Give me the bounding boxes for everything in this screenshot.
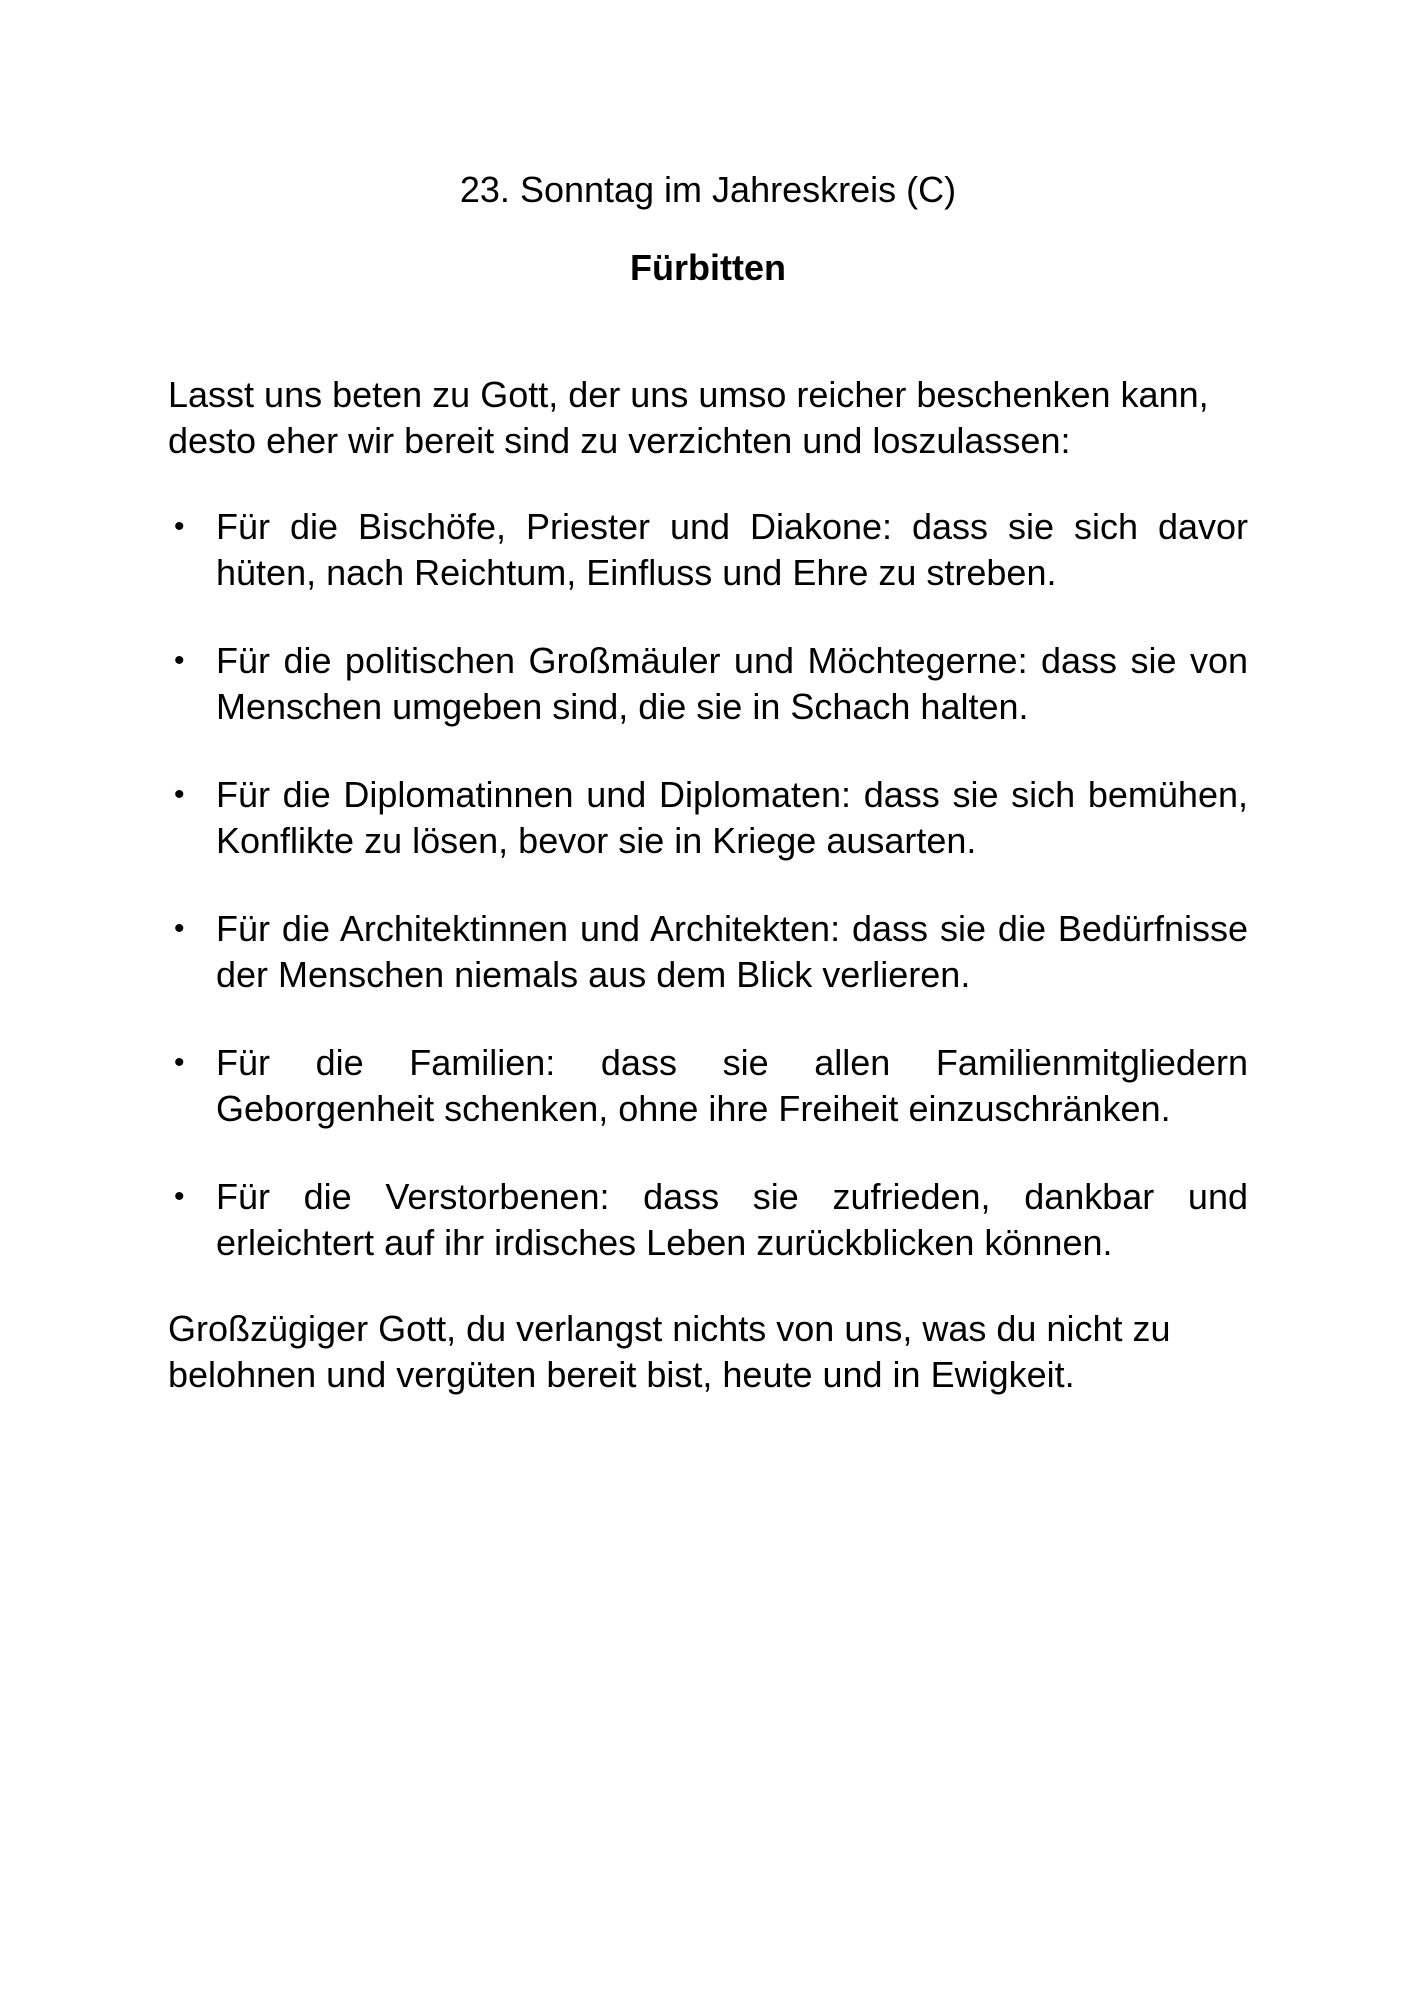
- bullet-icon: •: [174, 778, 185, 811]
- document-page: [168, 168, 1248, 1398]
- petition-text: Für die Bischöfe, Priester und Diakone: dass sie sich davor hüten, nach Reichtum, Einfluss und Ehre zu streben.: [216, 506, 1248, 593]
- petition-text: Für die Familien: dass sie allen Familienmitgliedern Geborgenheit schenken, ohne ihre Freiheit einzuschränken.: [216, 1042, 1248, 1129]
- intro-paragraph: Lasst uns beten zu Gott, der uns umso reicher beschenken kann, desto eher wir bereit sind zu verzichten und loszulassen:: [168, 374, 1209, 461]
- petition-item: [168, 772, 1248, 864]
- bullet-icon: •: [174, 1180, 185, 1213]
- petition-item: [168, 1040, 1248, 1132]
- bullet-icon: •: [174, 644, 185, 677]
- petition-item: [168, 504, 1248, 596]
- document-subtitle: 23. Sonntag im Jahreskreis (C): [459, 169, 957, 210]
- petition-item: [168, 906, 1248, 998]
- bullet-icon: •: [174, 510, 185, 543]
- closing-paragraph: Großzügiger Gott, du verlangst nichts von uns, was du nicht zu belohnen und vergüten bereit bist, heute und in Ewigkeit.: [168, 1308, 1171, 1395]
- petition-item: [168, 1174, 1248, 1266]
- petition-text: Für die Diplomatinnen und Diplomaten: dass sie sich bemühen, Konflikte zu lösen, bevor sie in Kriege ausarten.: [216, 774, 1248, 861]
- bullet-icon: •: [174, 1046, 185, 1079]
- document-title: Fürbitten: [630, 247, 786, 288]
- petition-item: [168, 638, 1248, 730]
- petition-text: Für die Verstorbenen: dass sie zufrieden, dankbar und erleichtert auf ihr irdisches Leben zurückblicken können.: [216, 1176, 1248, 1263]
- petition-list: [168, 504, 1248, 1266]
- petition-text: Für die politischen Großmäuler und Möchtegerne: dass sie von Menschen umgeben sind, die sie in Schach halten.: [216, 640, 1248, 727]
- petition-text: Für die Architektinnen und Architekten: dass sie die Bedürfnisse der Menschen niemals aus dem Blick verlieren.: [216, 908, 1248, 995]
- bullet-icon: •: [174, 912, 185, 945]
